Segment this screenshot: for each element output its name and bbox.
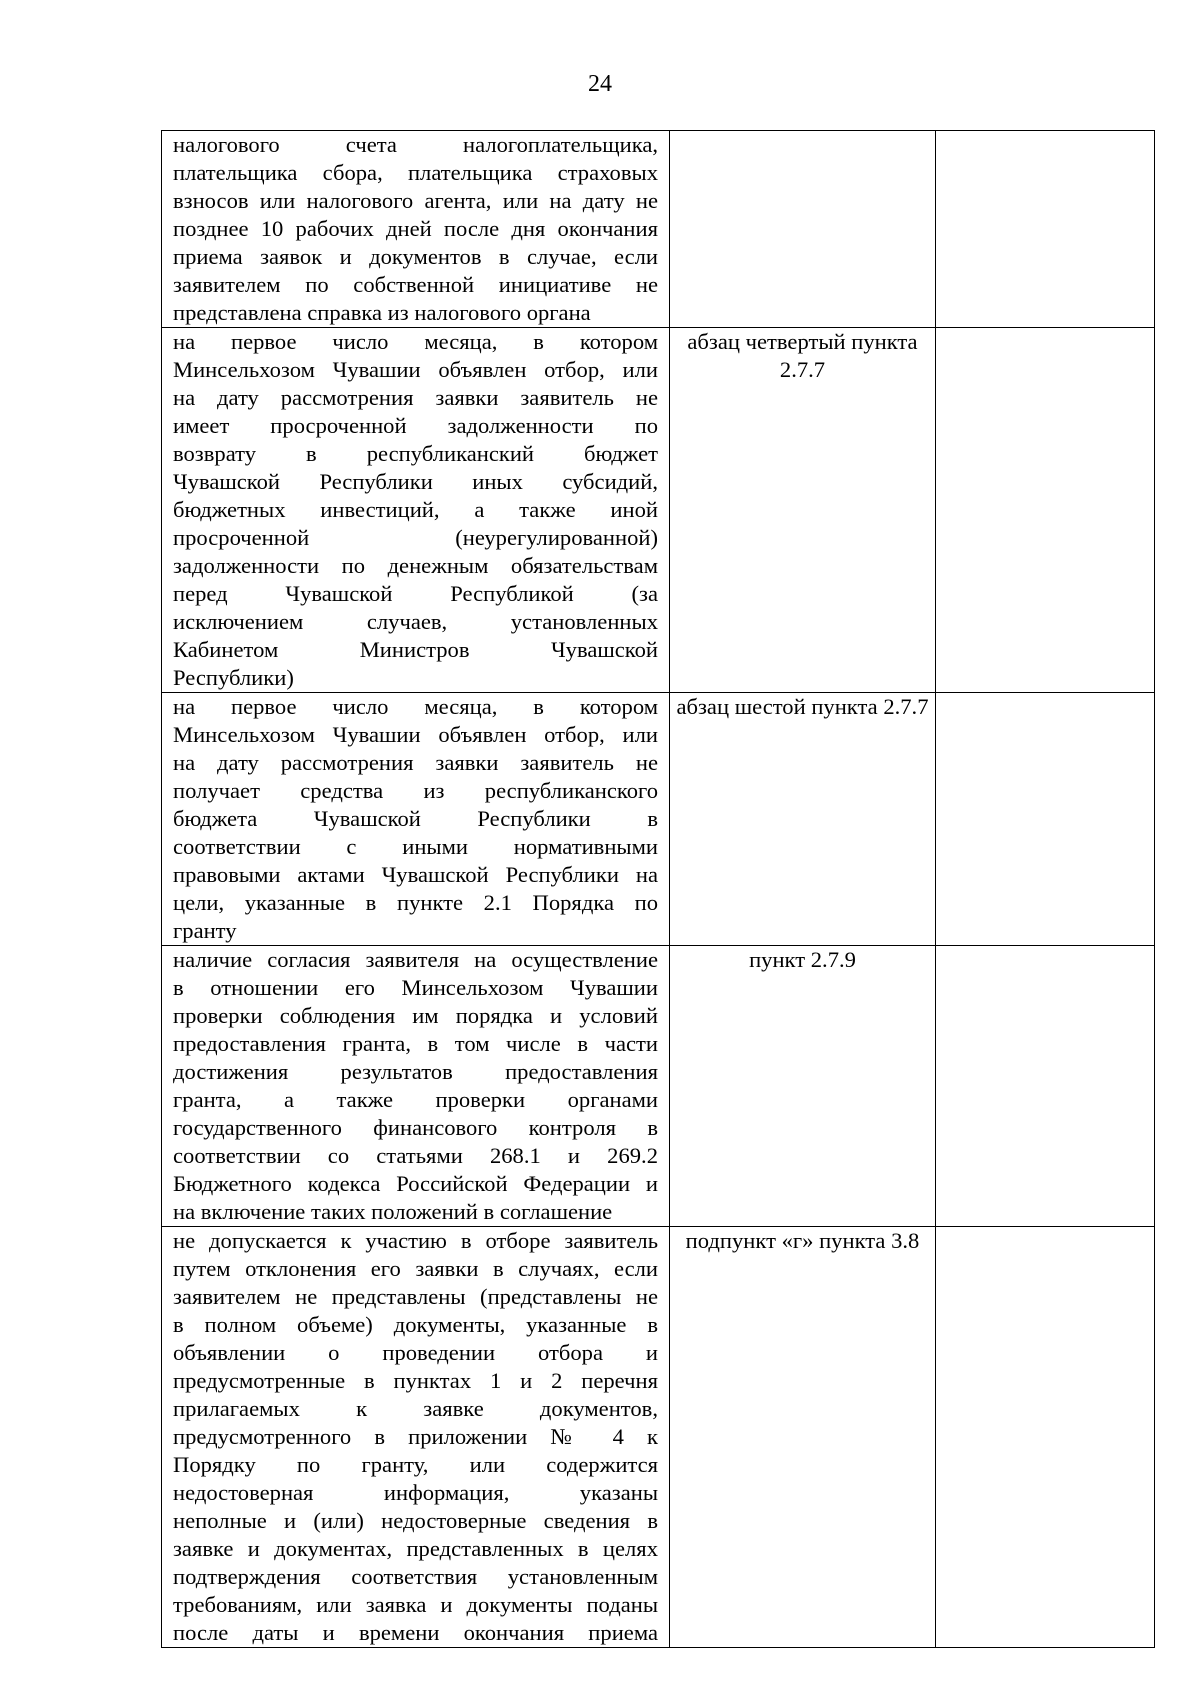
requirement-cell [162,693,670,946]
note-cell [936,946,1155,1227]
requirement-line: приема заявок и документов в случае, если [173,244,658,269]
table-row [162,328,1155,693]
reference-text: абзац шестой пункта 2.7.7 [676,694,929,719]
requirement-line: взносов или налогового агента, или на дату не [173,188,658,213]
requirement-line: государственного финансового контроля в [173,1115,658,1140]
requirement-line: задолженности по денежным обязательствам [173,553,658,578]
requirement-line: предоставления гранта, в том числе в части [173,1031,658,1056]
requirement-line: заявителем не представлены (представлены не [173,1284,658,1309]
table-row [162,131,1155,328]
requirement-line: недостоверная информация, указаны [173,1480,658,1505]
requirement-cell [162,328,670,693]
requirement-line: исключением случаев, установленных [173,609,658,634]
requirement-line: достижения результатов предоставления [173,1059,658,1084]
requirement-line: предусмотренного в приложении № 4 к [173,1424,658,1449]
requirement-line: соответствии с иными нормативными [173,834,658,859]
table-body [162,131,1155,1648]
requirement-line: не допускается к участию в отборе заявитель [173,1228,658,1253]
requirement-line: после даты и времени окончания приема [173,1620,658,1645]
requirement-line: перед Чувашской Республикой (за [173,581,658,606]
requirement-line: на дату рассмотрения заявки заявитель не [173,750,658,775]
requirement-line: неполные и (или) недостоверные сведения в [173,1508,658,1533]
page-number: 24 [588,71,612,97]
reference-text: пункт 2.7.9 [749,947,856,972]
requirement-line: налогового счета налогоплательщика, [173,132,658,157]
reference-cell [670,1227,936,1648]
requirement-line: заявителем по собственной инициативе не [173,272,658,297]
requirement-line: требованиям, или заявка и документы поданы [173,1592,658,1617]
requirement-line: предусмотренные в пунктах 1 и 2 перечня [173,1368,658,1393]
requirement-line: проверки соблюдения им порядка и условий [173,1003,658,1028]
requirement-line: имеет просроченной задолженности по [173,413,658,438]
requirement-line: на первое число месяца, в котором [173,329,658,354]
requirement-line: заявке и документах, представленных в целях [173,1536,658,1561]
requirements-table [161,130,1155,1648]
requirement-line: получает средства из республиканского [173,778,658,803]
requirement-line: возврату в республиканский бюджет [173,441,658,466]
requirement-line: в отношении его Минсельхозом Чувашии [173,975,658,1000]
requirement-line: на первое число месяца, в котором [173,694,658,719]
reference-cell [670,946,936,1227]
requirement-cell [162,1227,670,1648]
requirement-line: Республики) [173,665,294,690]
requirement-line: прилагаемых к заявке документов, [173,1396,658,1421]
requirement-line: цели, указанные в пункте 2.1 Порядка по [173,890,658,915]
requirement-line: соответствии со статьями 268.1 и 269.2 [173,1143,658,1168]
requirement-cell [162,946,670,1227]
requirement-line: Чувашской Республики иных субсидий, [173,469,658,494]
table-row [162,693,1155,946]
requirement-line: бюджета Чувашской Республики в [173,806,658,831]
requirement-line: позднее 10 рабочих дней после дня окончания [173,216,658,241]
requirement-line: на дату рассмотрения заявки заявитель не [173,385,658,410]
requirement-line: гранту [173,918,237,943]
note-cell [936,1227,1155,1648]
requirement-line: гранта, а также проверки органами [173,1087,658,1112]
note-cell [936,693,1155,946]
reference-cell [670,131,936,328]
reference-cell [670,693,936,946]
note-cell [936,131,1155,328]
requirement-line: Минсельхозом Чувашии объявлен отбор, или [173,722,658,747]
requirement-line: подтверждения соответствия установленным [173,1564,658,1589]
reference-text: подпункт «г» пункта 3.8 [685,1228,920,1253]
requirement-line: путем отклонения его заявки в случаях, если [173,1256,658,1281]
requirement-line: бюджетных инвестиций, а также иной [173,497,658,522]
requirement-cell [162,131,670,328]
table-row [162,946,1155,1227]
requirement-line: представлена справка из налогового органа [173,300,591,325]
reference-cell [670,328,936,693]
requirement-line: Бюджетного кодекса Российской Федерации и [173,1171,658,1196]
requirement-line: Кабинетом Министров Чувашской [173,637,658,662]
requirement-line: на включение таких положений в соглашение [173,1199,613,1224]
requirement-line: Порядку по гранту, или содержится [173,1452,658,1477]
table-row [162,1227,1155,1648]
requirement-line: Минсельхозом Чувашии объявлен отбор, или [173,357,658,382]
note-cell [936,328,1155,693]
reference-text: абзац четвертый пункта 2.7.7 [687,329,918,382]
requirement-line: плательщика сбора, плательщика страховых [173,160,658,185]
requirement-line: в полном объеме) документы, указанные в [173,1312,658,1337]
requirement-line: объявлении о проведении отбора и [173,1340,658,1365]
requirement-line: наличие согласия заявителя на осуществление [173,947,658,972]
requirement-line: просроченной (неурегулированной) [173,525,658,550]
requirement-line: правовыми актами Чувашской Республики на [173,862,658,887]
